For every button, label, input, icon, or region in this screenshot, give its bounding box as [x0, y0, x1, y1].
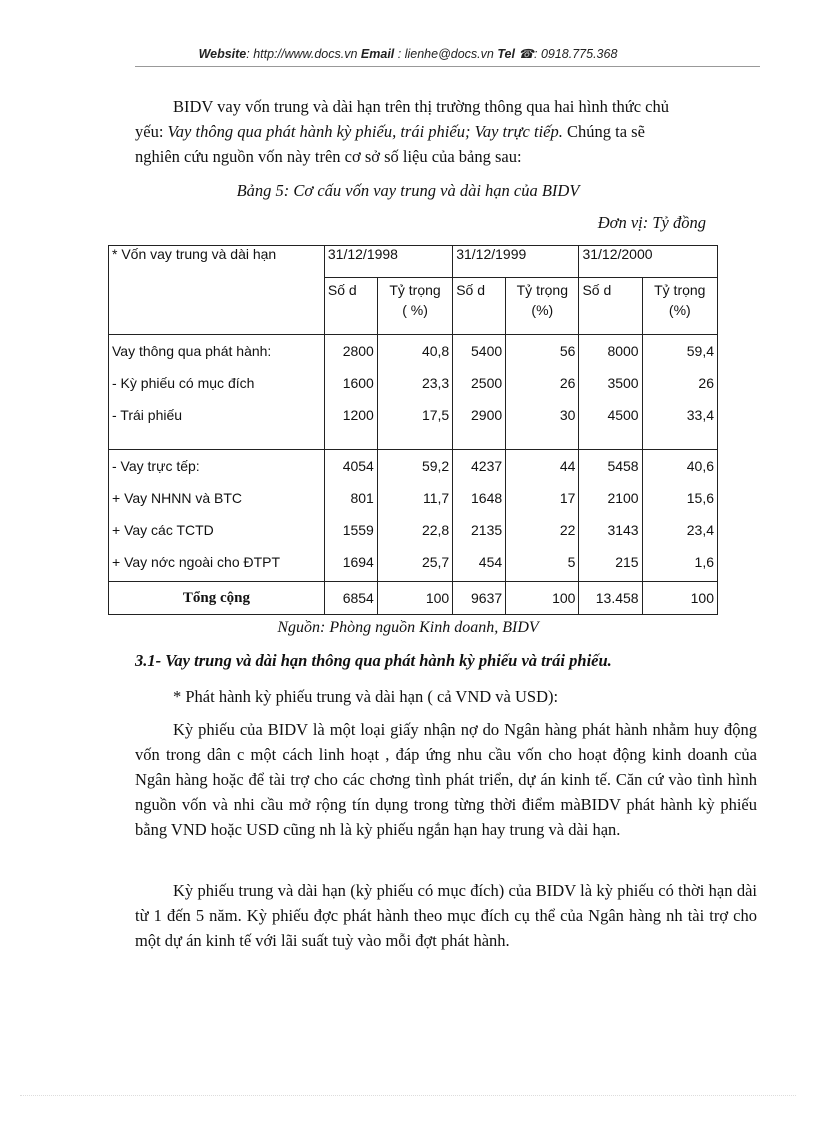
table-corner-cell: * Vốn vay trung và dài hạn — [109, 246, 325, 335]
total-cell: 100 — [642, 581, 717, 614]
group2-col-4: 5458 2100 3143 215 — [579, 449, 642, 581]
pct-label: ( %) — [377, 298, 452, 334]
total-cell: 9637 — [453, 581, 506, 614]
group1-col-5: 59,4 26 33,4 — [642, 334, 717, 449]
website-value: : http://www.docs.vn — [246, 47, 358, 61]
group2-col-0: 4054 801 1559 1694 — [324, 449, 377, 581]
table-total-row — [109, 581, 718, 614]
group2-col-5: 40,6 15,6 23,4 1,6 — [642, 449, 717, 581]
total-cell: 100 — [506, 581, 579, 614]
unit-label: Đơn vị: Tỷ đồng — [597, 213, 706, 232]
footer-divider — [20, 1095, 796, 1096]
header-divider — [135, 66, 760, 67]
group1-col-1: 40,8 23,3 17,5 — [377, 334, 452, 449]
table-group-direct — [109, 449, 718, 581]
sub-so-du: Số d — [453, 278, 506, 335]
loan-structure-table — [108, 245, 718, 615]
page-header — [0, 46, 816, 61]
table-group-issuance — [109, 334, 718, 449]
group1-col-4: 8000 3500 4500 — [579, 334, 642, 449]
row-label: + Vay nớc ngoài cho ĐTPT — [112, 553, 281, 570]
year-1998: 31/12/1998 — [324, 246, 452, 278]
section-heading: 3.1- Vay trung và dài hạn thông qua phát hành kỳ phiếu và trái phiếu. — [135, 651, 612, 670]
group2-col-1: 59,2 11,7 22,8 25,7 — [377, 449, 452, 581]
row-label: - Trái phiếu — [112, 406, 183, 423]
pct-label: (%) — [642, 298, 717, 334]
group1-col-3: 56 26 30 — [506, 334, 579, 449]
table-caption: Bảng 5: Cơ cấu vốn vay trung và dài hạn của BIDV — [236, 181, 580, 200]
tel-value: : 0918.775.368 — [534, 47, 618, 61]
total-cell: 100 — [377, 581, 452, 614]
phone-icon: ☎ — [518, 47, 534, 61]
sub-ty-trong: Tỷ trọng — [377, 278, 452, 299]
row-label: + Vay các TCTD — [112, 521, 214, 538]
sub-so-du: Số d — [579, 278, 642, 335]
group2-col-2: 4237 1648 2135 454 — [453, 449, 506, 581]
group1-labels — [109, 334, 325, 449]
group1-col-0: 2800 1600 1200 — [324, 334, 377, 449]
pct-label: (%) — [506, 298, 579, 334]
table-year-row — [109, 246, 718, 278]
email-value: : lienhe@docs.vn — [397, 47, 494, 61]
total-cell: 13.458 — [579, 581, 642, 614]
row-label: Vay thông qua phát hành: — [112, 342, 272, 359]
paragraph-1: Kỳ phiếu của BIDV là một loại giấy nhận nợ do Ngân hàng phát hành nhằm huy động vốn trong dân c một cách linh hoạt , đáp ứng nhu cầu vốn cho hoạt động kinh doanh của Ngân hàng hoặc để tài trợ cho các chơng tình phát triển, dự án kinh tế. Căn cứ vào tình hình nguồn vốn và nhi cầu mở rộng tín dụng trong từng thời điểm màBIDV phát hành kỳ phiếu bằng VND hoặc USD cũng nh là kỳ phiếu ngắn hạn hay trung và dài hạn. — [135, 720, 757, 839]
total-cell: 6854 — [324, 581, 377, 614]
sub-ty-trong: Tỷ trọng — [506, 278, 579, 299]
bullet-line: * Phát hành kỳ phiếu trung và dài hạn ( cả VND và USD): — [173, 687, 559, 706]
paragraph-2: Kỳ phiếu trung và dài hạn (kỳ phiếu có mục đích) của BIDV là kỳ phiếu có thời hạn dài từ 1 đến 5 năm. Kỳ phiếu đợc phát hành theo mục đích cụ thể của Ngân hàng nh tài trợ cho một dự án kinh tế với lãi suất tuỳ vào mỗi đợt phát hành. — [135, 881, 757, 950]
intro-line-1: BIDV vay vốn trung và dài hạn trên thị trường thông qua hai hình thức chủ — [173, 97, 670, 116]
group2-col-3: 44 17 22 5 — [506, 449, 579, 581]
row-label: + Vay NHNN và BTC — [112, 489, 243, 506]
intro-paragraph — [135, 94, 757, 169]
tel-label: Tel — [497, 47, 515, 61]
year-2000: 31/12/2000 — [579, 246, 718, 278]
group2-labels — [109, 449, 325, 581]
row-label: - Vay trực tếp: — [112, 457, 200, 474]
total-label: Tổng cộng — [109, 581, 325, 614]
table-source: Nguồn: Phòng nguồn Kinh doanh, BIDV — [277, 619, 539, 636]
year-1999: 31/12/1999 — [453, 246, 579, 278]
website-label: Website — [198, 47, 247, 61]
sub-so-du: Số d — [324, 278, 377, 335]
sub-ty-trong: Tỷ trọng — [642, 278, 717, 299]
intro-line-3: nghiên cứu nguồn vốn này trên cơ sở số liệu của bảng sau: — [135, 147, 522, 166]
email-label: Email — [360, 47, 395, 61]
row-label: - Kỳ phiếu có mục đích — [112, 374, 255, 391]
intro-line-2: yếu: Vay thông qua phát hành kỳ phiếu, trái phiếu; Vay trực tiếp. Chúng ta sẽ — [135, 122, 645, 141]
group1-col-2: 5400 2500 2900 — [453, 334, 506, 449]
